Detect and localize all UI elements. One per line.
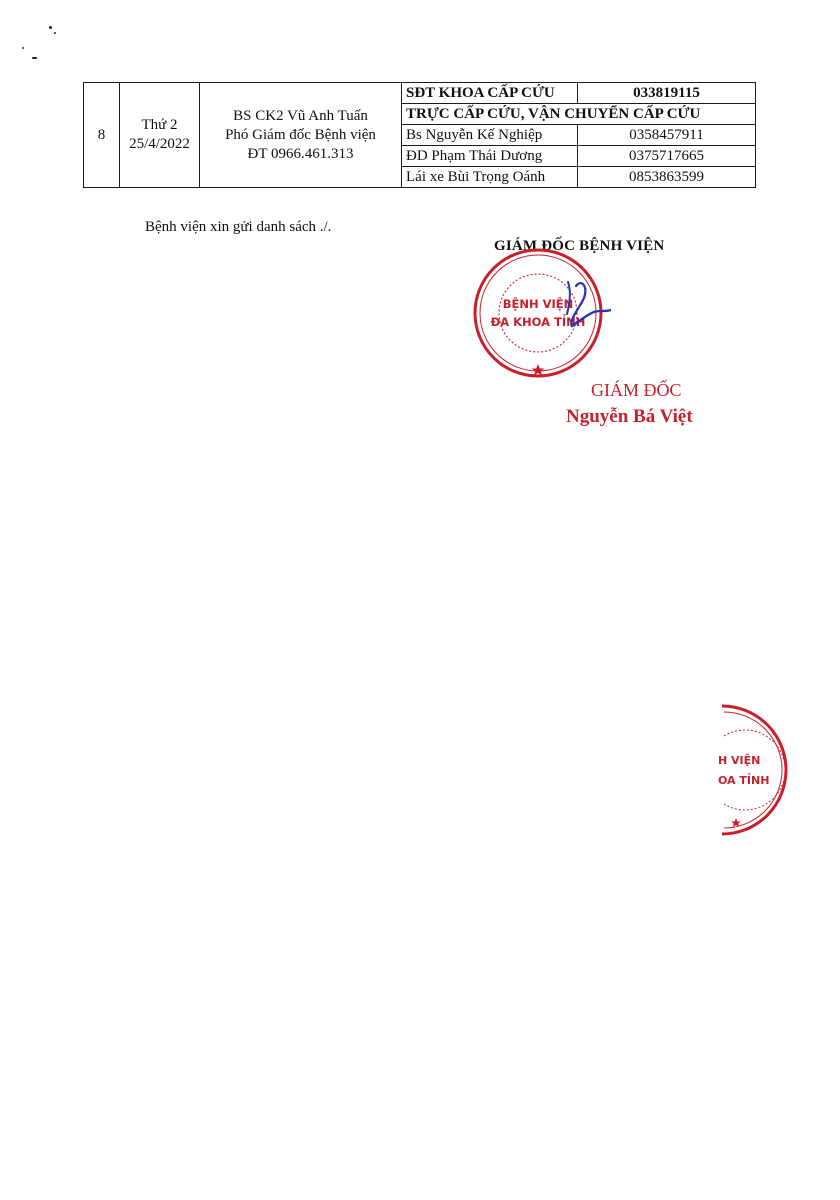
closing-text: Bệnh viện xin gửi danh sách ./.	[145, 219, 332, 235]
svg-text:OA TỈNH: OA TỈNH	[718, 774, 770, 787]
table-row	[84, 83, 756, 104]
duty-roster-table	[83, 82, 756, 188]
stamp-star-icon	[532, 364, 545, 376]
row-number: 8	[84, 83, 120, 188]
scan-speck	[49, 26, 52, 29]
scan-speck	[22, 47, 24, 49]
hospital-stamp	[466, 248, 611, 383]
duty-day	[120, 83, 200, 188]
duty-date: 25/4/2022	[129, 136, 190, 152]
leader-name: BS CK2 Vũ Anh Tuấn	[233, 107, 368, 124]
edge-stamp-partial	[700, 700, 798, 840]
staff-name: Lái xe Bùi Trọng Oánh	[402, 167, 578, 188]
staff-name: Bs Nguyễn Kế Nghiệp	[402, 125, 578, 146]
stamp-text-line1: BỆNH VIỆN	[502, 297, 574, 311]
emergency-phone-value: 033819115	[578, 83, 756, 104]
weekday: Thứ 2	[141, 117, 178, 133]
emergency-phone-label: SĐT KHOA CẤP CỨU	[402, 83, 578, 104]
scan-speck	[32, 57, 37, 59]
staff-phone: 0375717665	[578, 146, 756, 167]
staff-phone: 0853863599	[578, 167, 756, 188]
stamp-text-line2: ĐA KHOA TỈNH	[490, 315, 586, 329]
signature-title: GIÁM ĐỐC BỆNH VIỆN	[494, 238, 665, 254]
signer-role: GIÁM ĐỐC	[591, 380, 682, 400]
staff-name: ĐD Phạm Thái Dương	[402, 146, 578, 167]
duty-heading: TRỰC CẤP CỨU, VẬN CHUYỂN CẤP CỨU	[402, 104, 756, 125]
leader-phone: ĐT 0966.461.313	[247, 145, 354, 162]
leader-on-duty	[200, 83, 402, 188]
scan-speck	[54, 32, 56, 34]
signer-name: Nguyễn Bá Việt	[566, 406, 693, 427]
svg-text:H VIỆN: H VIỆN	[718, 754, 761, 767]
leader-position: Phó Giám đốc Bệnh viện	[225, 126, 376, 143]
staff-phone: 0358457911	[578, 125, 756, 146]
